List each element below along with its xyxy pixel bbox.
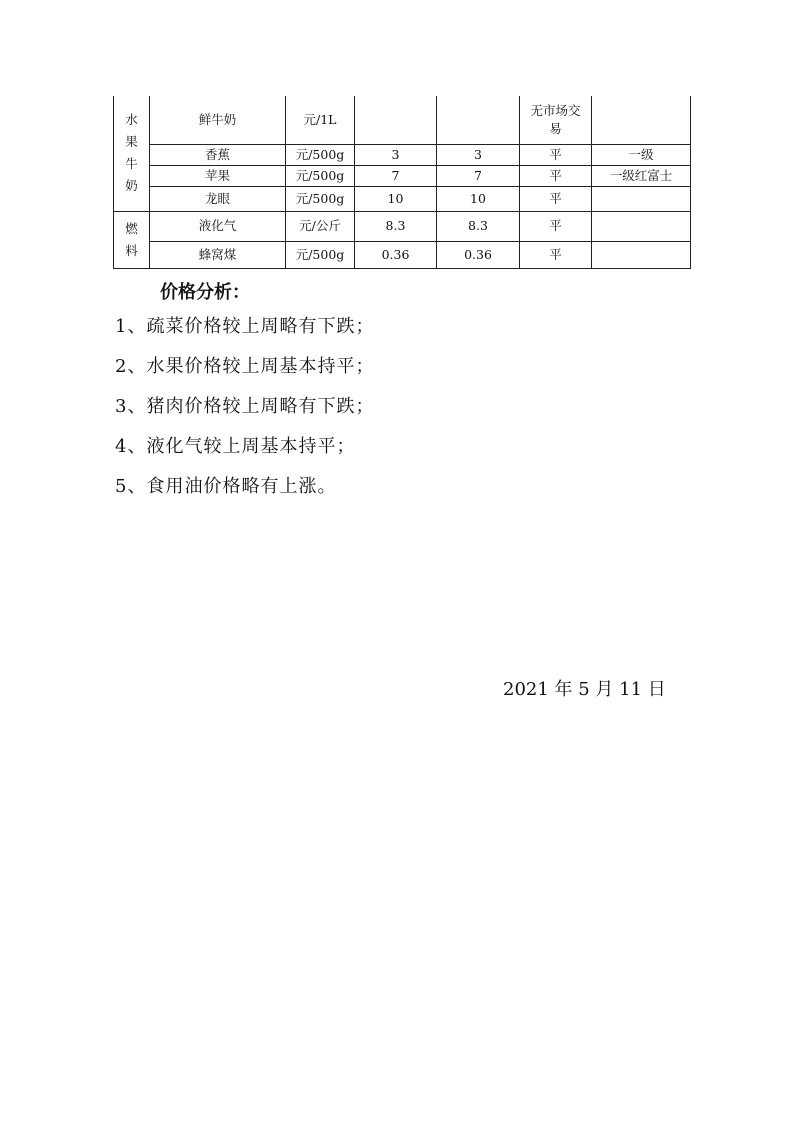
item-trend: 平 [520,144,592,165]
category-char: 水 [125,112,138,128]
item-trend [520,96,592,144]
item-curr-price [437,96,520,144]
item-unit: 元/500g [286,165,355,186]
analysis-item: 1、疏菜价格较上周略有下跌； [115,316,375,337]
item-curr-price: 0.36 [437,241,520,268]
trend-line: 无市场交 [530,102,581,118]
item-name: 香蕉 [150,144,286,165]
category-char: 果 [125,134,138,150]
item-prev-price: 8.3 [355,211,437,241]
item-note: 一级红富士 [592,165,691,186]
item-prev-price: 10 [355,186,437,211]
item-trend: 平 [520,241,592,268]
item-curr-price: 3 [437,144,520,165]
analysis-item: 4、液化气较上周基本持平； [115,436,356,457]
item-name: 液化气 [150,211,286,241]
price-analysis [115,278,374,512]
item-note [592,211,691,241]
item-trend: 平 [520,211,592,241]
item-prev-price: 3 [355,144,437,165]
category-char: 奶 [125,178,138,194]
item-name: 龙眼 [150,186,286,211]
item-unit: 元/500g [286,241,355,268]
table-row [114,165,691,186]
item-name: 苹果 [150,165,286,186]
category-cell [114,211,150,268]
analysis-title: 价格分析： [160,282,250,303]
analysis-item: 3、猪肉价格较上周略有下跌； [115,396,375,417]
item-name: 蜂窝煤 [150,241,286,268]
item-trend: 平 [520,165,592,186]
analysis-item: 5、食用油价格略有上涨。 [115,476,337,497]
item-prev-price: 7 [355,165,437,186]
item-note [592,186,691,211]
item-prev-price [355,96,437,144]
table-row [114,144,691,165]
item-unit: 元/1L [286,96,355,144]
table-row [114,241,691,268]
table-row [114,96,691,144]
trend-line: 易 [549,120,562,136]
item-trend: 平 [520,186,592,211]
category-char: 牛 [125,156,138,172]
category-char: 燃 [125,220,138,236]
item-note: 一级 [592,144,691,165]
item-unit: 元/公斤 [286,211,355,241]
item-prev-price: 0.36 [355,241,437,268]
item-note [592,96,691,144]
category-cell [114,96,150,211]
table-row [114,211,691,241]
analysis-item: 2、水果价格较上周基本持平； [115,356,375,377]
item-curr-price: 8.3 [437,211,520,241]
item-unit: 元/500g [286,144,355,165]
report-date: 2021 年 5 月 11 日 [503,679,666,700]
item-note [592,241,691,268]
item-curr-price: 10 [437,186,520,211]
price-table [113,96,691,269]
item-curr-price: 7 [437,165,520,186]
table-row [114,186,691,211]
item-name: 鲜牛奶 [150,96,286,144]
item-unit: 元/500g [286,186,355,211]
category-char: 料 [125,242,138,258]
